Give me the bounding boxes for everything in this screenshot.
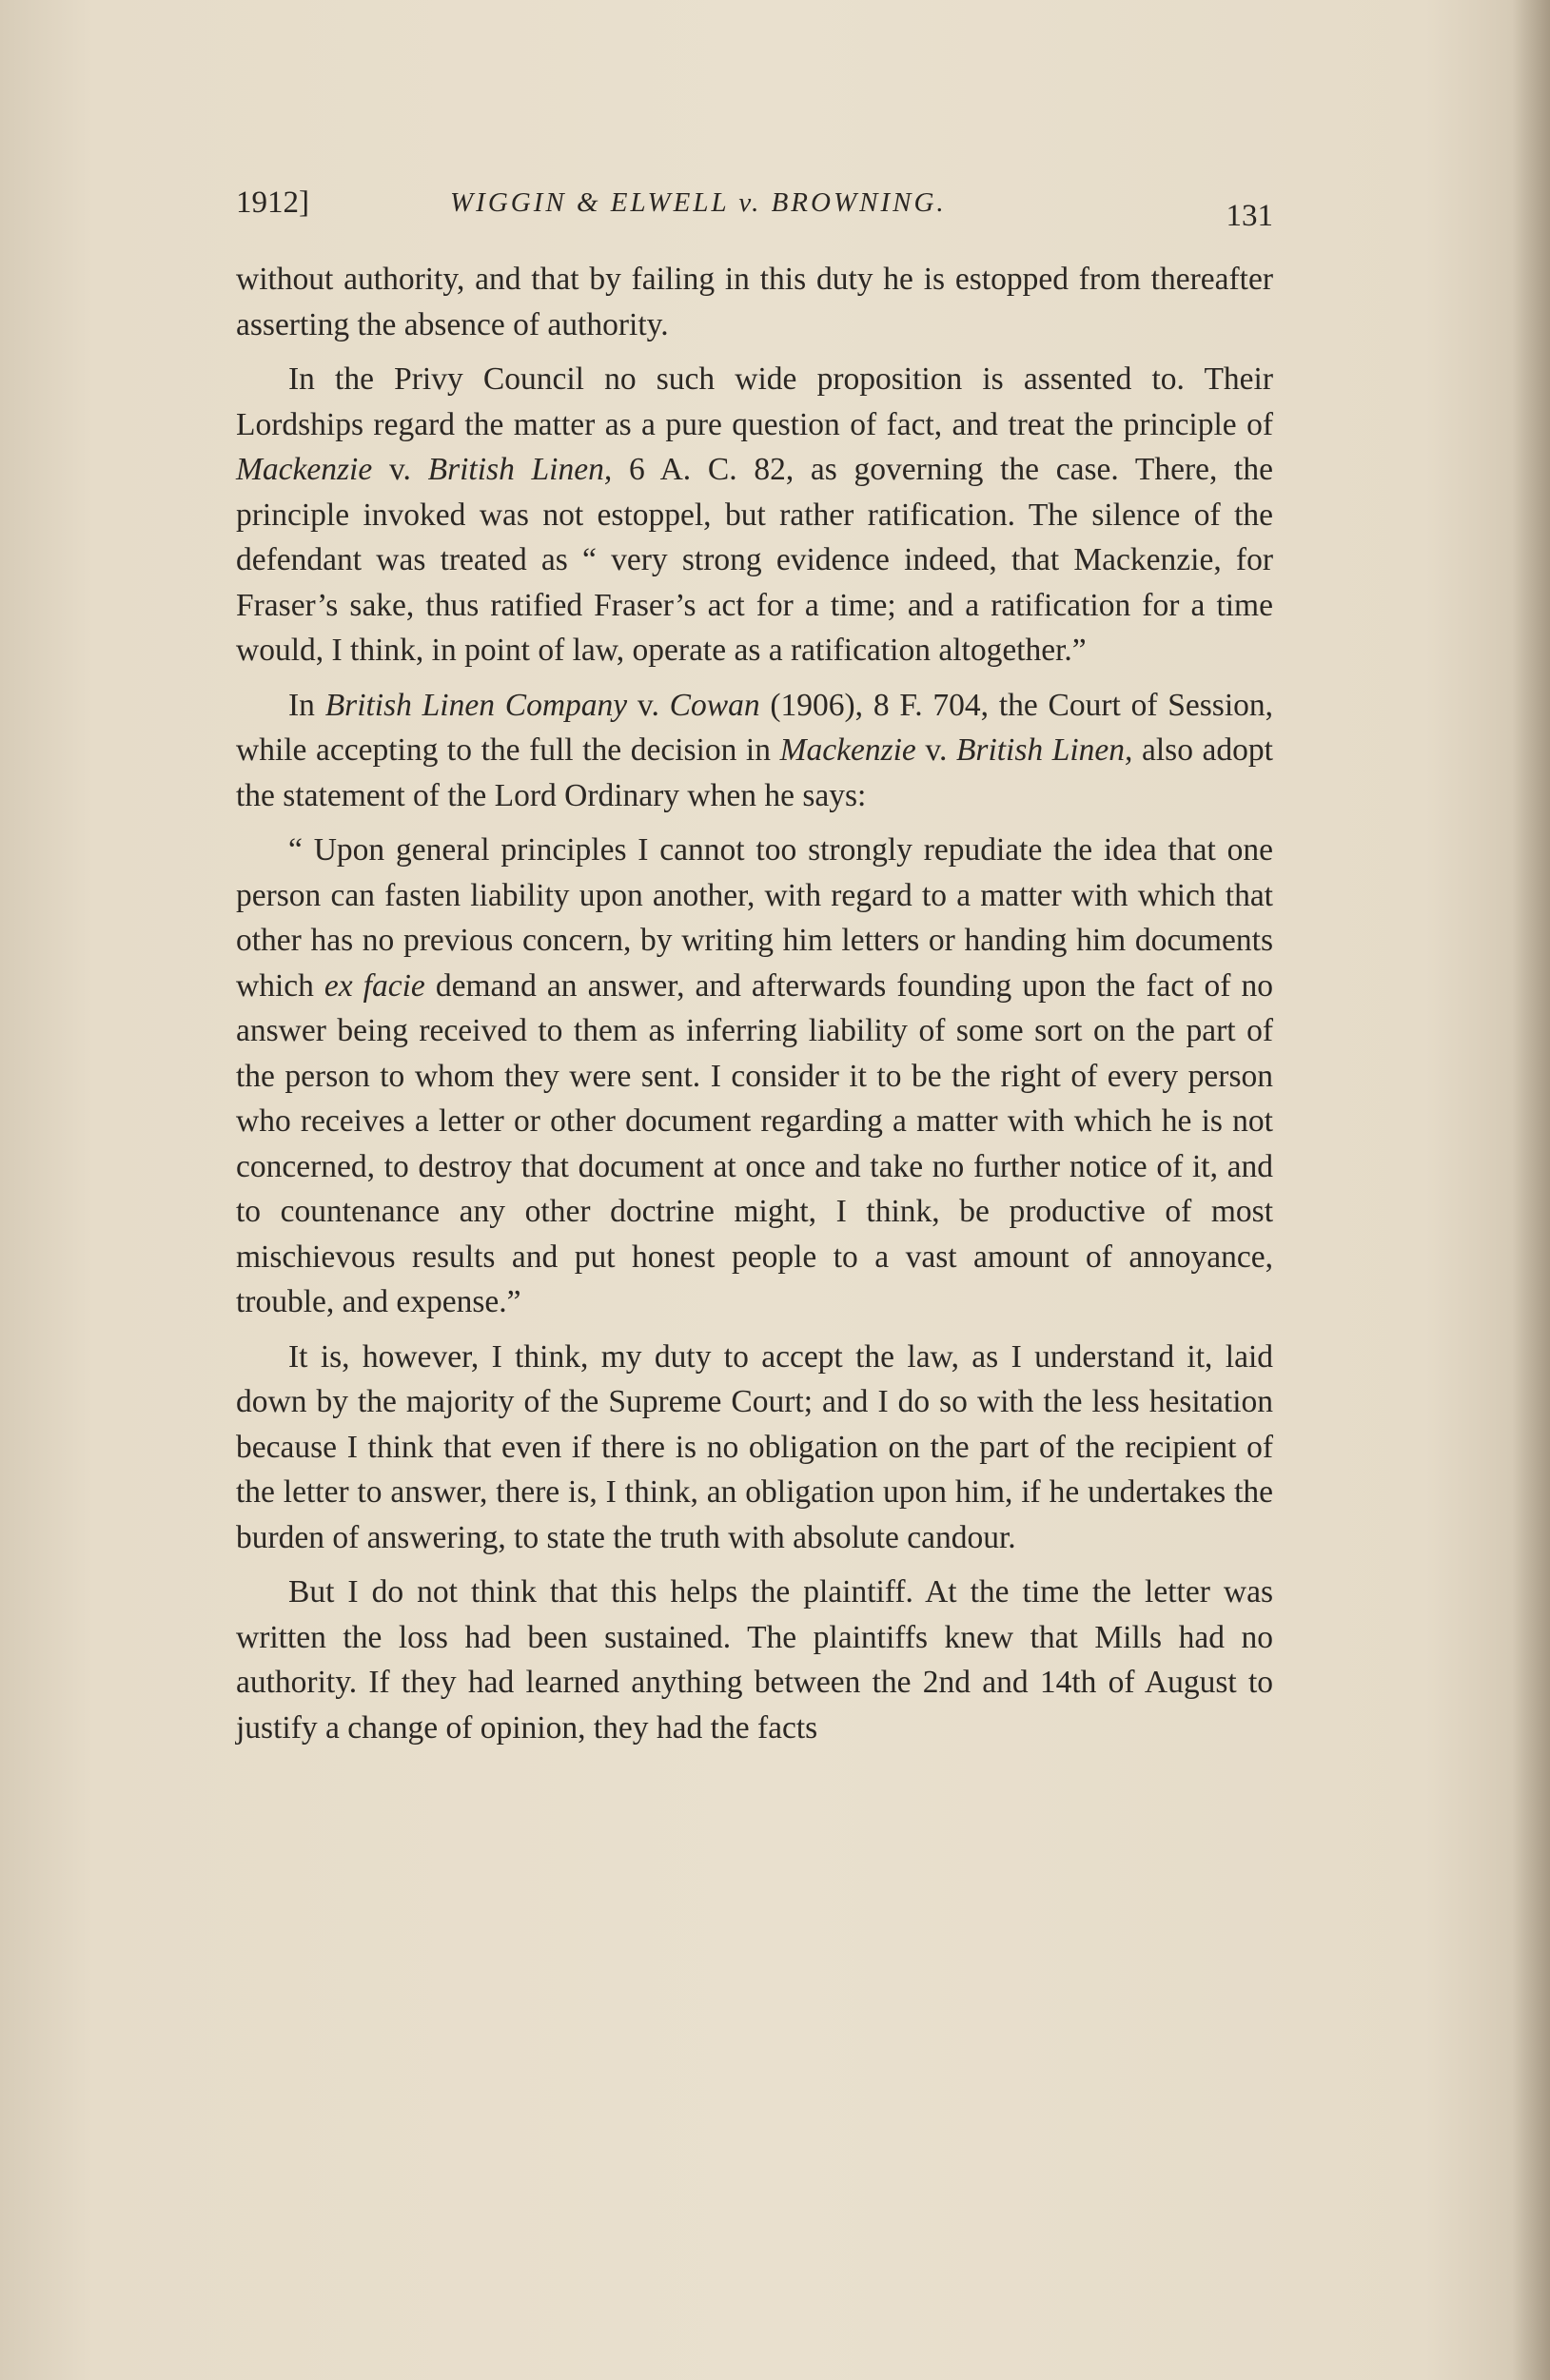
paragraph	[236, 357, 1273, 673]
body-text	[236, 257, 1273, 1760]
italic-text: British Linen Company	[324, 687, 628, 723]
page-number: 131	[1226, 199, 1273, 233]
text-segment: In the Privy Council no such wide proposition is assented to. Their Lordships regard the matter as a pure question of fact, and treat the principle of	[236, 361, 1273, 442]
text-segment: But I do not think that this helps the plaintiff. At the time the letter was written the loss had been sustained. The plaintiffs knew that Mills had no authority. If they had learned anything between the 2nd and 14th of August to justify a change of opinion, they had the facts	[236, 1574, 1273, 1746]
italic-text: Mackenzie	[779, 732, 916, 768]
running-head	[236, 185, 1273, 243]
text-segment: 6 A. C. 82, as governing the case. There, the principle invoked was not estoppel, but rather ratification. The silence of the defendant was treated as “ very strong evidence indeed, that Mackenzie, for Fraser’s sake, thus ratified Fraser’s act for a time; and a ratification for a time would, I think, in point of law, operate as a ratification altogether.”	[236, 452, 1273, 668]
italic-text: British Linen,	[955, 732, 1133, 768]
paragraph	[236, 828, 1273, 1325]
text-segment: In	[288, 687, 325, 723]
paragraph	[236, 1335, 1273, 1561]
text-segment: v.	[372, 452, 428, 487]
text-segment: It is, however, I think, my duty to accept the law, as I understand it, laid down by the majority of the Supreme Court; and I do so with the less hesitation because I think that even if there is no obligation on the part of the recipient of the letter to answer, there is, I think, an obligation upon him, if he undertakes the burden of answering, to state the truth with absolute candour.	[236, 1338, 1273, 1555]
paragraph	[236, 683, 1273, 819]
italic-text: Cowan	[669, 687, 760, 723]
header-case-title: WIGGIN & ELWELL v. BROWNING.	[450, 187, 947, 218]
paragraph	[236, 1570, 1273, 1750]
header-year: 1912]	[236, 185, 309, 220]
text-segment: v.	[915, 732, 956, 768]
text-segment: v.	[627, 687, 670, 723]
text-segment: also adopt the statement of the Lord Ordinary when he says:	[236, 732, 1273, 813]
text-segment: “ Upon general principles I cannot too strongly repudiate the idea that one person can fasten liability upon another, with regard to a matter with which that other has no previous concern, by writing him letters or handing him documents which	[236, 832, 1273, 1004]
italic-text: British Linen,	[427, 452, 613, 487]
text-segment: (1906), 8 F. 704, the Court of Session, while accepting to the full the decision in	[236, 687, 1274, 768]
italic-text: Mackenzie	[236, 452, 373, 487]
italic-text: ex facie	[324, 967, 425, 1004]
text-segment: without authority, and that by failing in this duty he is estopped from thereafter asserting the absence of authority.	[236, 262, 1273, 342]
page-edge-shadow	[1512, 0, 1550, 2380]
text-segment: demand an answer, and afterwards founding upon the fact of no answer being received to them as inferring liability of some sort on the part of the person to whom they were sent. I consider it to be the right of every person who receives a letter or other document regarding a matter with which he is not concerned, to destroy that document at once and take no further notice of it, and to countenance any other doctrine might, I think, be productive of most mischievous results and put honest people to a vast amount of annoyance, trouble, and expense.”	[236, 967, 1274, 1319]
paragraph	[236, 257, 1273, 347]
